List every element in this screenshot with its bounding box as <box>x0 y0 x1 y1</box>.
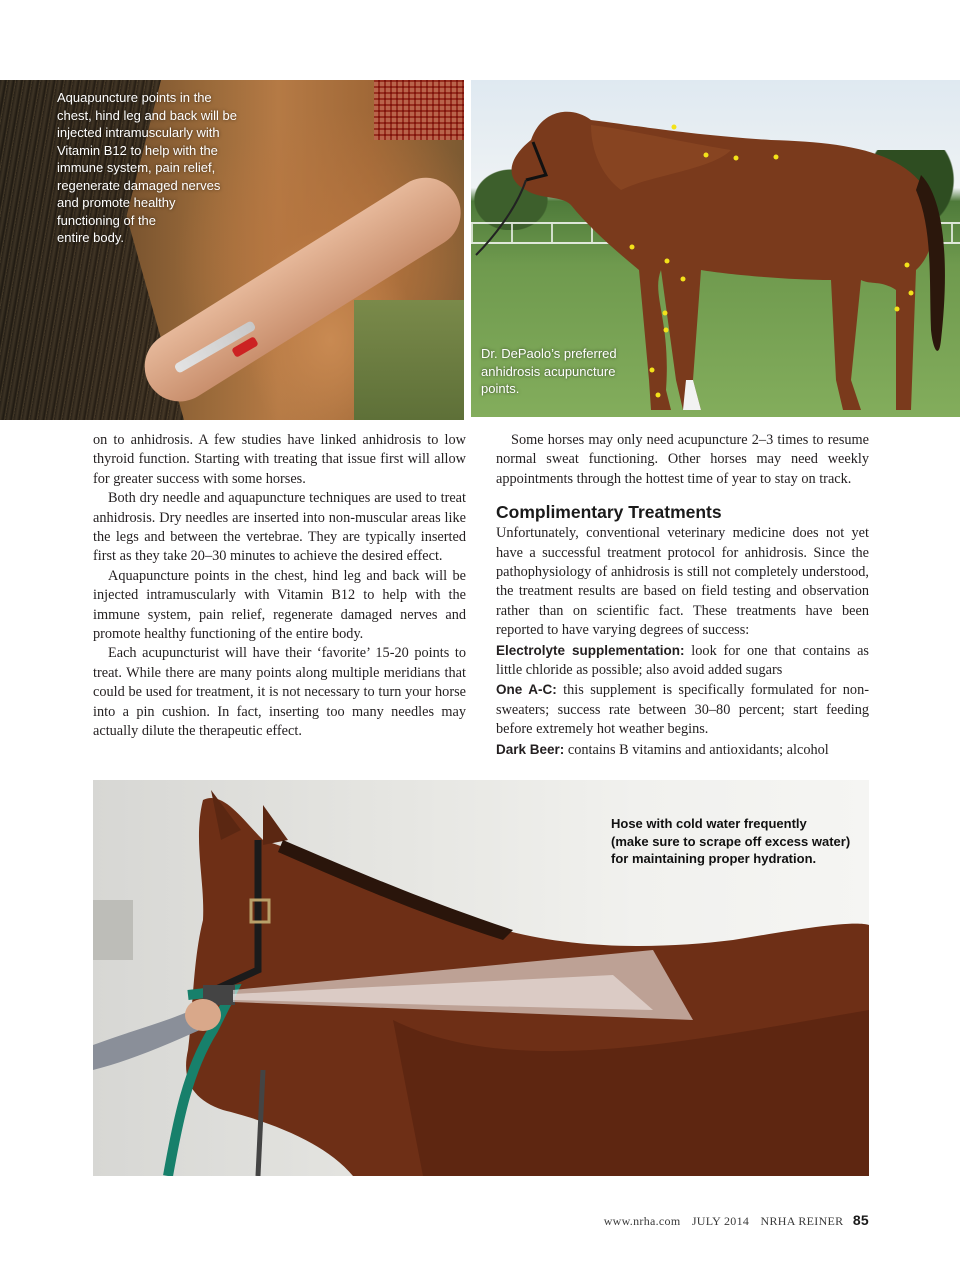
right-text-column <box>496 431 869 760</box>
page-footer <box>596 1212 869 1229</box>
footer-magazine-name: NRHA REINER <box>760 1214 844 1228</box>
hose-photo-caption: Hose with cold water frequently (make sure to scrape off excess water) for maintaining proper hydration. <box>611 816 851 866</box>
plaid-shirt-sleeve <box>374 80 464 140</box>
right-paragraph-1: Some horses may only need acupuncture 2–3 times to resume normal sweat functioning. Other horses may need weekly appointments through the hottest time of year to stay on track. <box>496 432 869 487</box>
treatment-item-dark-beer <box>496 740 869 760</box>
right-paragraph-2: Unfortunately, conventional veterinary medicine does not yet have a successful treatment protocol for anhidrosis. Since the pathophysiology of anhidrosis is still not completely understood, the treatment results are based on field testing and observation rather than on scientific fact. These treatments have been reported to have varying degrees of success: <box>496 525 869 639</box>
left-paragraph-1: on to anhidrosis. A few studies have linked anhidrosis to low thyroid function. Starting with treating that issue first will allow for greater success with some horses. <box>93 432 466 487</box>
left-paragraph-4: Each acupuncturist will have their ‘favorite’ 15-20 points to treat. While there are many points along multiple meridians that could be used for treatment, it is not necessary to turn your horse into a pin cushion. In fact, inserting too many needles may actually dilute the therapeutic effect. <box>93 645 466 740</box>
treatment-term: Electrolyte supplementation: <box>496 642 685 658</box>
injection-photo-caption: Aquapuncture points in the chest, hind leg and back will be injected intramuscularly with Vitamin B12 to help with the immune system, pain relief, regenerate damaged nerves and promote healthy functioning of the entire body. <box>57 90 237 245</box>
horse-field-photo-caption: Dr. DePaolo’s preferred anhidrosis acupuncture points. <box>481 346 617 396</box>
footer-website: www.nrha.com <box>603 1214 681 1228</box>
left-paragraph-2: Both dry needle and aquapuncture techniques are used to treat anhidrosis. Dry needles are inserted into non-muscular areas like the legs and between the vertebrae. They are typically inserted first as they take 20–30 minutes to achieve the desired effect. <box>93 490 466 565</box>
grass-background <box>354 300 464 420</box>
treatment-item-one-ac <box>496 680 869 739</box>
left-paragraph-3: Aquapuncture points in the chest, hind leg and back will be injected intramuscularly with Vitamin B12 to help with the immune system, pain relief, regenerate damaged nerves and promote healthy functioning of the entire body. <box>93 567 466 643</box>
treatment-term: One A-C: <box>496 682 557 698</box>
treatment-description: look for one that contains as little chloride as possible; also avoid added sugars <box>496 642 869 679</box>
treatment-description: contains B vitamins and antioxidants; alcohol <box>564 741 829 758</box>
section-heading: Complimentary Treatments <box>496 502 722 523</box>
hosing-horse-photo <box>93 780 869 1176</box>
page-number: 85 <box>852 1212 869 1228</box>
left-text-column <box>93 431 466 742</box>
footer-issue-date: JULY 2014 <box>691 1214 750 1228</box>
treatment-description: this supplement is specifically formulated for non-sweaters; success rate between 30–80 percent; start feeding before extremely hot weather begins. <box>496 682 869 738</box>
treatment-item-electrolyte <box>496 641 869 681</box>
treatment-term: Dark Beer: <box>496 741 565 757</box>
injection-photo <box>0 80 464 420</box>
horse-acupuncture-points-photo <box>471 80 960 417</box>
